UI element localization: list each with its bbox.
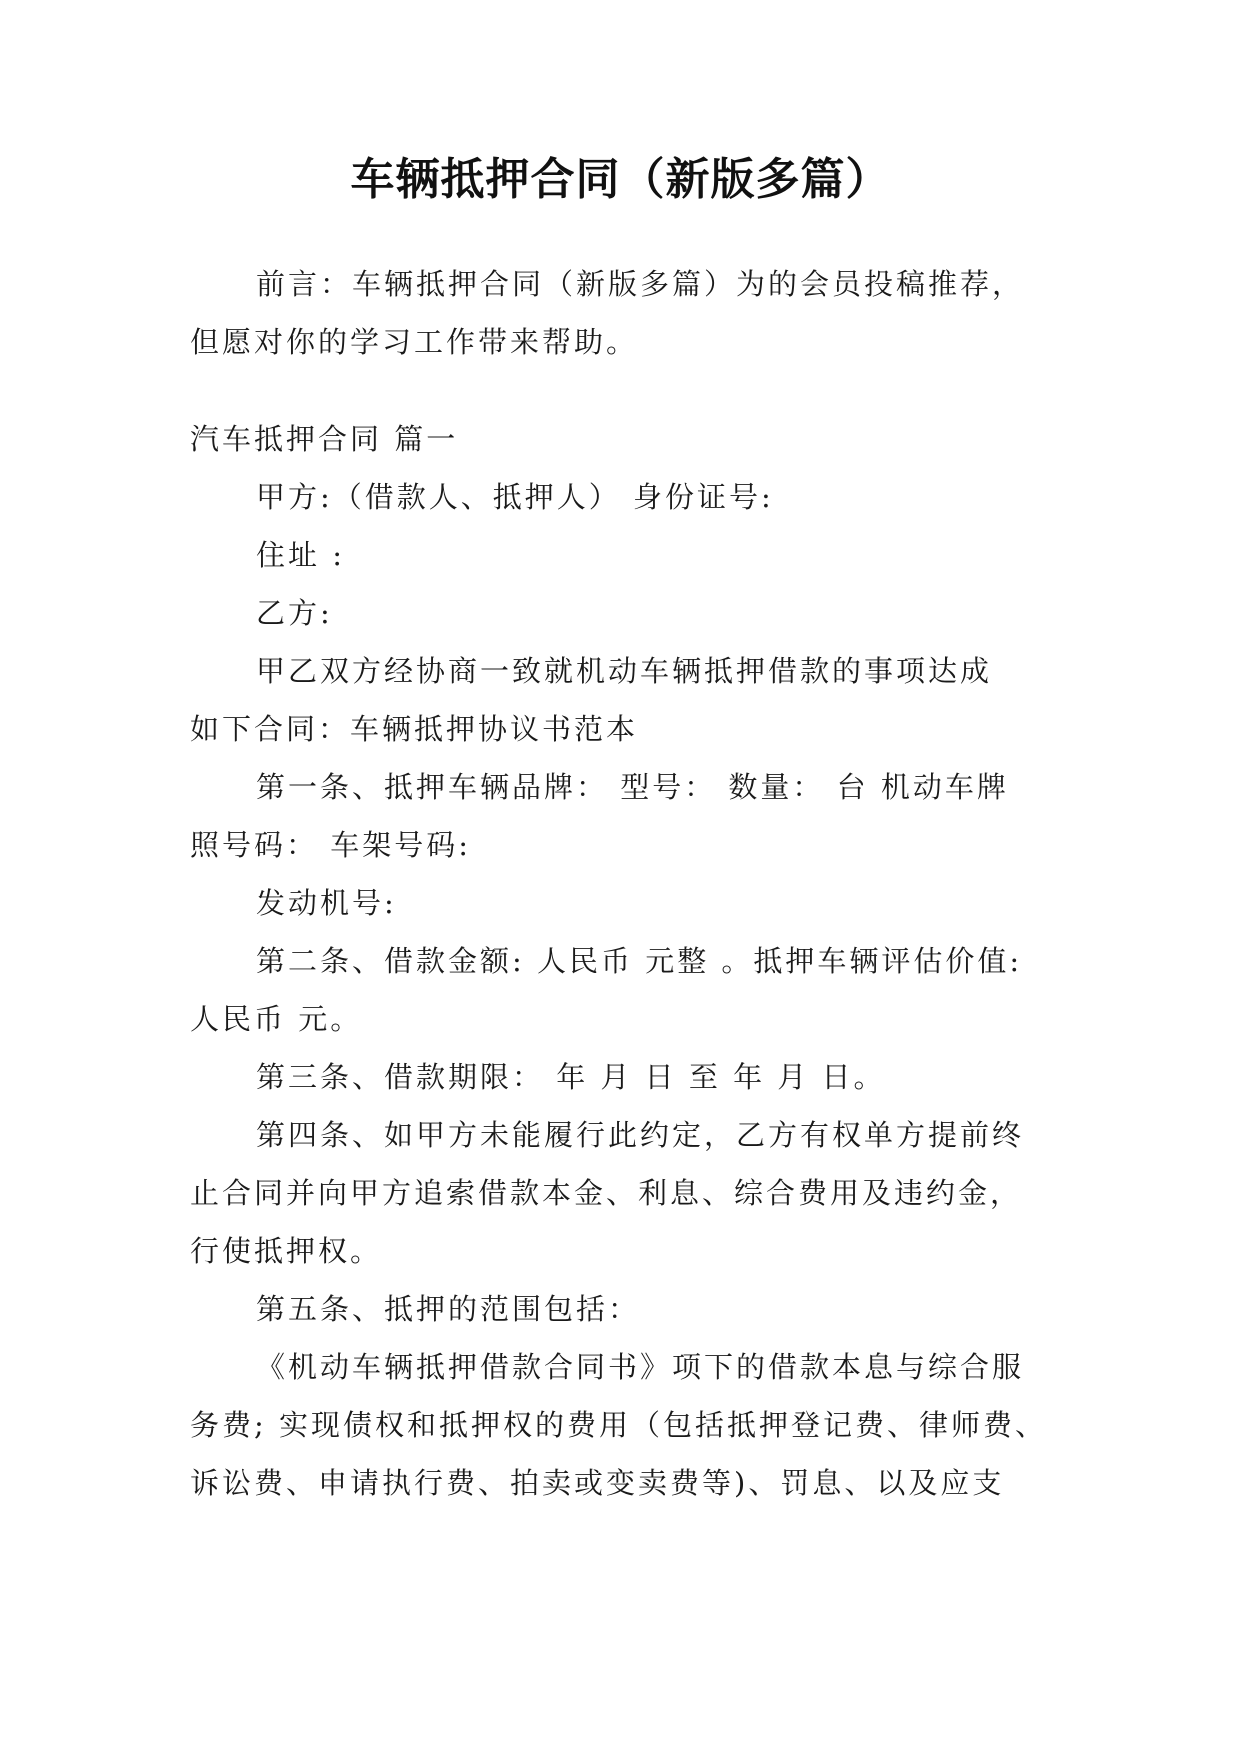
preface-block bbox=[190, 255, 1070, 371]
article-5-line: 第五条、抵押的范围包括： bbox=[256, 1292, 641, 1326]
article-4-line-2: 止合同并向甲方追索借款本金、利息、综合费用及违约金， bbox=[190, 1176, 1023, 1210]
document-title: 车辆抵押合同（新版多篇） bbox=[350, 154, 891, 205]
article-3-line: 第三条、借款期限： 年 月 日 至 年 月 日。 bbox=[256, 1060, 886, 1094]
agreement-line-2: 如下合同：车辆抵押协议书范本 bbox=[190, 712, 639, 746]
article-2-line-1: 第二条、借款金额: 人民币 元整 。抵押车辆评估价值: bbox=[256, 944, 1023, 978]
article-2-line-2: 人民币 元。 bbox=[190, 1002, 363, 1036]
section-heading: 汽车抵押合同 篇一 bbox=[190, 422, 459, 456]
scope-line-2: 务费; 实现债权和抵押权的费用（包括抵押登记费、律师费、 bbox=[190, 1408, 1047, 1442]
party-b-line: 乙方: bbox=[256, 596, 333, 630]
scope-line-1: 《机动车辆抵押借款合同书》项下的借款本息与综合服 bbox=[256, 1350, 1025, 1384]
article-1-line-2: 照号码： 车架号码: bbox=[190, 828, 471, 862]
article-4-line-1: 第四条、如甲方未能履行此约定，乙方有权单方提前终 bbox=[256, 1118, 1025, 1152]
engine-number-line: 发动机号: bbox=[256, 886, 397, 920]
agreement-line-1: 甲乙双方经协商一致就机动车辆抵押借款的事项达成 bbox=[256, 654, 993, 688]
preface-line-2: 但愿对你的学习工作带来帮助。 bbox=[190, 325, 639, 359]
party-a-line: 甲方:（借款人、抵押人） 身份证号: bbox=[256, 480, 774, 514]
contract-body bbox=[190, 410, 1070, 1512]
address-line: 住址 : bbox=[256, 538, 345, 572]
article-4-line-3: 行使抵押权。 bbox=[190, 1234, 383, 1268]
preface-line-1: 前言：车辆抵押合同（新版多篇）为的会员投稿推荐， bbox=[256, 267, 1025, 301]
scope-line-3: 诉讼费、申请执行费、拍卖或变卖费等)、罚息、以及应支 bbox=[190, 1466, 1005, 1500]
article-1-line-1: 第一条、抵押车辆品牌： 型号： 数量： 台 机动车牌 bbox=[256, 770, 1009, 804]
